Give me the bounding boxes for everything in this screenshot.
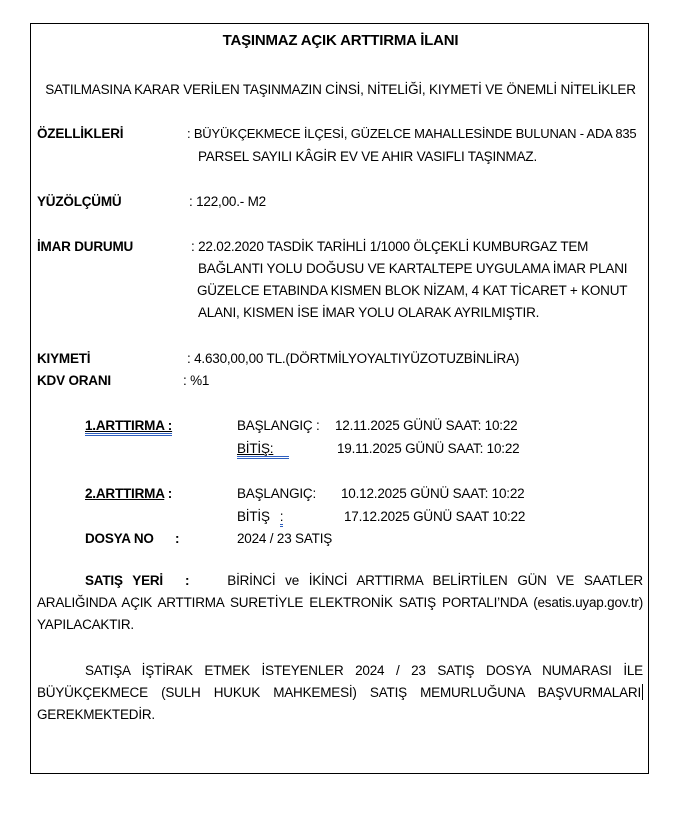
- satis-yeri-line1: [37, 570, 643, 592]
- dosya-no-value: 2024 / 23 SATIŞ: [237, 531, 333, 546]
- kdv-label: KDV ORANI: [37, 373, 111, 388]
- arttirma1-end-value: 19.11.2025 GÜNÜ SAAT: 10:22: [337, 441, 520, 456]
- document-frame: [30, 23, 649, 774]
- kdv-value: : %1: [183, 373, 210, 388]
- istirak-line1: [37, 660, 643, 682]
- arttirma1-start-label: BAŞLANGIÇ :: [237, 418, 320, 433]
- arttirma2-end-colon: :: [280, 509, 284, 527]
- imar-durumu-label: İMAR DURUMU: [37, 239, 134, 254]
- ozellikleri-label: ÖZELLİKLERİ: [37, 126, 124, 141]
- arttirma2-label-colon: :: [164, 486, 173, 501]
- arttirma1-start-value: 12.11.2025 GÜNÜ SAAT: 10:22: [335, 418, 518, 433]
- imar-durumu-line3: GÜZELCE ETABINDA KISMEN BLOK NİZAM, 4 KAT TİCARET + KONUT: [197, 283, 628, 298]
- satis-yeri-label: SATIŞ YERİ: [85, 573, 163, 588]
- satis-yeri-colon: :: [184, 573, 190, 588]
- arttirma1-end-label: [237, 442, 289, 456]
- arttirma1-label: [85, 419, 172, 433]
- istirak-line2: [37, 682, 643, 704]
- page-title: TAŞINMAZ AÇIK ARTTIRMA İLANI: [222, 32, 459, 49]
- ozellikleri-line1: : BÜYÜKÇEKMECE İLÇESİ, GÜZELCE MAHALLESİNDE BULUNAN - ADA 835: [187, 126, 637, 141]
- arttirma1-label-text: 1.ARTTIRMA :: [85, 418, 172, 436]
- ozellikleri-line2: PARSEL SAYILI KÂGİR EV VE AHIR VASIFLI TAŞINMAZ.: [198, 149, 538, 164]
- satis-yeri-line3: YAPILACAKTIR.: [37, 617, 134, 632]
- yuzolcumu-value: : 122,00.- M2: [189, 194, 266, 209]
- arttirma2-end-value: 17.12.2025 GÜNÜ SAAT 10:22: [344, 509, 526, 524]
- arttirma2-end-label: [237, 510, 283, 524]
- dosya-no-label: DOSYA NO: [85, 531, 154, 546]
- satis-yeri-line1-text: BİRİNCİ ve İKİNCİ ARTTIRMA BELİRTİLEN GÜN VE SAATLER: [227, 573, 643, 588]
- imar-durumu-line1: : 22.02.2020 TASDİK TARİHLİ 1/1000 ÖLÇEKLİ KUMBURGAZ TEM: [191, 239, 589, 254]
- text-cursor: [642, 684, 643, 700]
- arttirma2-end-label-text: BİTİŞ: [237, 509, 270, 524]
- kiymeti-value: : 4.630,00,00 TL.(DÖRTMİLYOYALTIYÜZOTUZBİNLİRA): [187, 351, 520, 366]
- istirak-paragraph: [37, 660, 643, 726]
- imar-durumu-line2: BAĞLANTI YOLU DOĞUSU VE KARTALTEPE UYGULAMA İMAR PLANI: [198, 261, 628, 276]
- istirak-line2-text: BÜYÜKÇEKMECE (SULH HUKUK MAHKEMESİ) SATIŞ MEMURLUĞUNA BAŞVURMALARI: [37, 685, 641, 700]
- arttirma2-label-text: 2.ARTTIRMA: [85, 486, 165, 501]
- subtitle: SATILMASINA KARAR VERİLEN TAŞINMAZIN CİNSİ, NİTELİĞİ, KIYMETİ VE ÖNEMLİ NİTELİKLER: [45, 82, 636, 97]
- dosya-no-colon: :: [175, 531, 180, 546]
- yuzolcumu-label: YÜZÖLÇÜMÜ: [37, 194, 122, 209]
- imar-durumu-line4: ALANI, KISMEN İSE İMAR YOLU OLARAK AYRILMIŞTIR.: [198, 305, 540, 320]
- arttirma2-label: [85, 487, 172, 501]
- arttirma2-start-value: 10.12.2025 GÜNÜ SAAT: 10:22: [341, 486, 525, 501]
- arttirma1-end-label-text: BİTİŞ:: [237, 441, 289, 459]
- arttirma2-start-label: BAŞLANGIÇ:: [237, 486, 317, 501]
- istirak-line3: GEREKMEKTEDİR.: [37, 707, 155, 722]
- istirak-line1-text: SATIŞA İŞTİRAK ETMEK İSTEYENLER 2024 / 23 SATIŞ DOSYA NUMARASI İLE: [85, 663, 643, 678]
- kiymeti-label: KIYMETİ: [37, 351, 91, 366]
- satis-yeri-line2: ARALIĞINDA AÇIK ARTTIRMA SURETİYLE ELEKTRONİK SATIŞ PORTALI’NDA (esatis.uyap.gov.tr): [37, 595, 643, 610]
- satis-yeri-paragraph: [37, 570, 643, 636]
